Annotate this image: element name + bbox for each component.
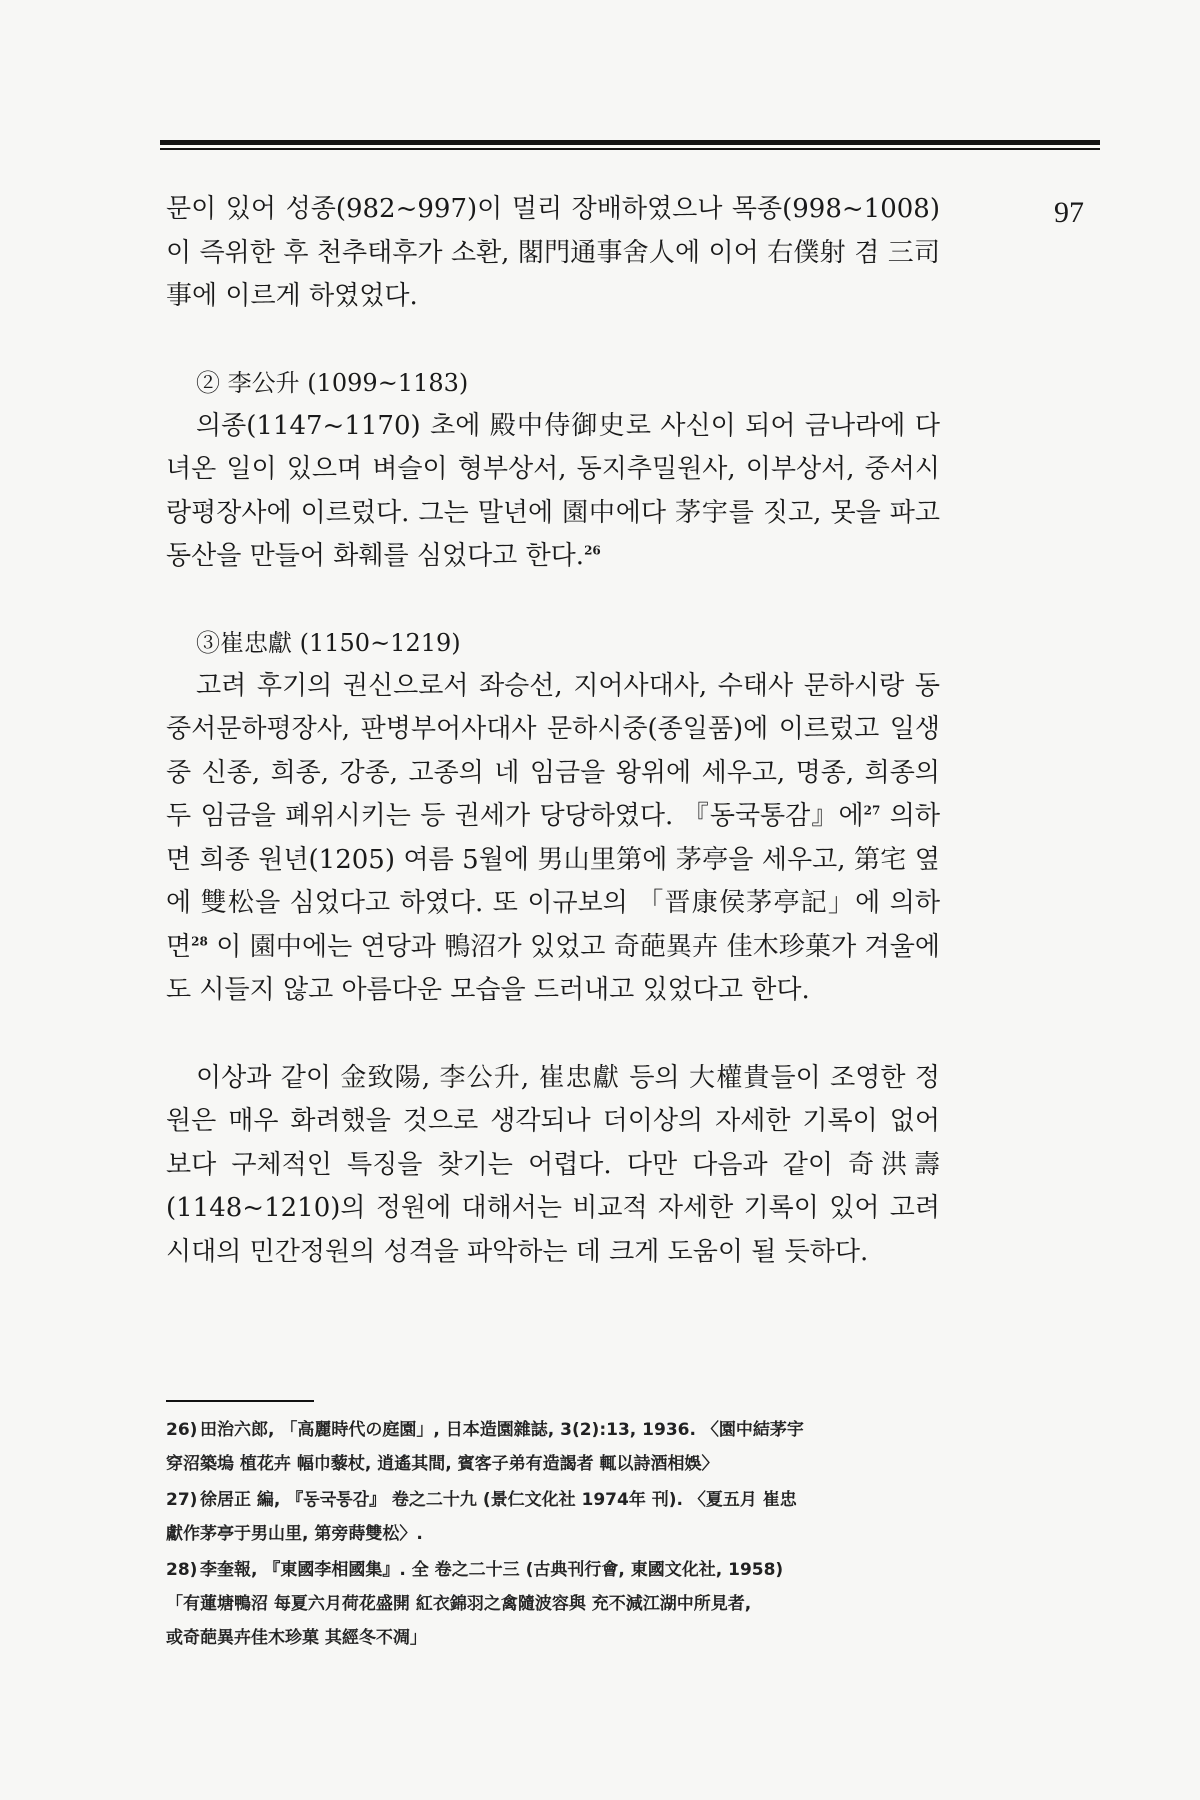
footnote-line: 田治六郎, 「高麗時代の庭園」, 日本造園雜誌, 3(2):13, 1936. 〈園中結茅宇 — [200, 1420, 804, 1440]
heading-lee-gongseung: ② 李公升 (1099~1183) — [196, 368, 469, 397]
section-gap — [166, 1013, 940, 1057]
footnote-line: 或奇葩異卉佳木珍菓 其經冬不凋」 — [166, 1628, 427, 1648]
footnote-ref-27[interactable]: 27 — [863, 803, 881, 818]
footnote-line: 獻作茅亭于男山里, 第旁蒔雙松〉. — [166, 1524, 423, 1544]
footnote-ref-26[interactable]: 26 — [584, 543, 601, 558]
footnote-28 — [166, 1553, 956, 1655]
footnotes — [166, 1413, 956, 1657]
paragraph-summary: 이상과 같이 金致陽, 李公升, 崔忠獻 등의 大權貴들이 조영한 정원은 매우 화려했을 것으로 생각되나 더이상의 자세한 기록이 없어 보다 구체적인 특징을 찾기는 어렵다. 다만 다음과 같이 奇洪壽(1148~1210)의 정원에 대해서는 비교적 자세한 기록이 있어 고려시대의 민간정원의 성격을 파악하는 데 크게 도움이 될 듯하다. — [166, 1062, 940, 1267]
paragraph-lee-gongseung — [166, 405, 940, 579]
header-rule-thin — [160, 148, 1100, 150]
section-gap — [166, 319, 940, 363]
footnote-27 — [166, 1483, 956, 1551]
footnote-line: 李奎報, 『東國李相國集』. 全 卷之二十三 (古典刊行會, 東國文化社, 1958) — [200, 1560, 784, 1580]
header-rule-thick — [160, 140, 1100, 145]
footnote-26 — [166, 1413, 956, 1481]
footnote-ref-28[interactable]: 28 — [191, 933, 208, 948]
paragraph-choe-chungheon — [166, 665, 940, 1013]
paragraph-choe-chungheon-text-1: 고려 후기의 권신으로서 좌승선, 지어사대사, 수태사 문하시랑 동중서문하평장사, 판병부어사대사 문하시중(종일품)에 이르렀고 일생 중 신종, 희종, 강종, 고종의 네 임금을 왕위에 세우고, 명종, 희종의 두 임금을 폐위시키는 등 권세가 당당하였다. 『동국통감』에 — [166, 670, 940, 831]
paragraph-lee-gongseung-text: 의종(1147~1170) 초에 殿中侍御史로 사신이 되어 금나라에 다녀온 일이 있으며 벼슬이 형부상서, 동지추밀원사, 이부상서, 중서시랑평장사에 이르렀다. 그는 말년에 園中에다 茅宇를 짓고, 못을 파고 동산을 만들어 화훼를 심었다고 한다. — [166, 410, 940, 571]
footnote-number: 28) — [166, 1560, 198, 1580]
body-text — [166, 188, 940, 1274]
heading-choe-chungheon: ③崔忠獻 (1150~1219) — [196, 628, 461, 657]
paragraph-intro: 문이 있어 성종(982~997)이 멀리 장배하였으나 목종(998~1008)이 즉위한 후 천추태후가 소환, 閣門通事舍人에 이어 右僕射 겸 三司事에 이르게 하였었다. — [166, 194, 940, 311]
paragraph-choe-chungheon-text-2: 의하면 희종 원년(1205) 여름 5월에 男山里第에 茅亭을 세우고, 第宅 옆에 雙松을 심었다고 하였다. 또 이규보의 「晋康侯茅亭記」에 의하면 — [166, 801, 940, 962]
footnote-rule — [166, 1400, 314, 1402]
page-number: 97 — [1054, 196, 1084, 229]
footnote-number: 26) — [166, 1420, 198, 1440]
footnote-line: 「有蓮塘鴨沼 每夏六月荷花盛開 紅衣錦羽之禽隨波容與 充不減江湖中所見者, — [166, 1594, 752, 1614]
section-gap — [166, 579, 940, 623]
footnote-number: 27) — [166, 1490, 198, 1510]
footnote-line: 穿沼築塢 植花卉 幅巾藜杖, 逍遙其間, 賓客子弟有造謁者 輒以詩酒相娛〉 — [166, 1454, 719, 1474]
footnote-line: 徐居正 編, 『동국통감』 卷之二十九 (景仁文化社 1974年 刊). 〈夏五月 崔忠 — [200, 1490, 797, 1510]
paragraph-choe-chungheon-text-3: 이 園中에는 연당과 鴨沼가 있었고 奇葩異卉 佳木珍菓가 겨울에도 시들지 않고 아름다운 모습을 드러내고 있었다고 한다. — [166, 931, 940, 1005]
